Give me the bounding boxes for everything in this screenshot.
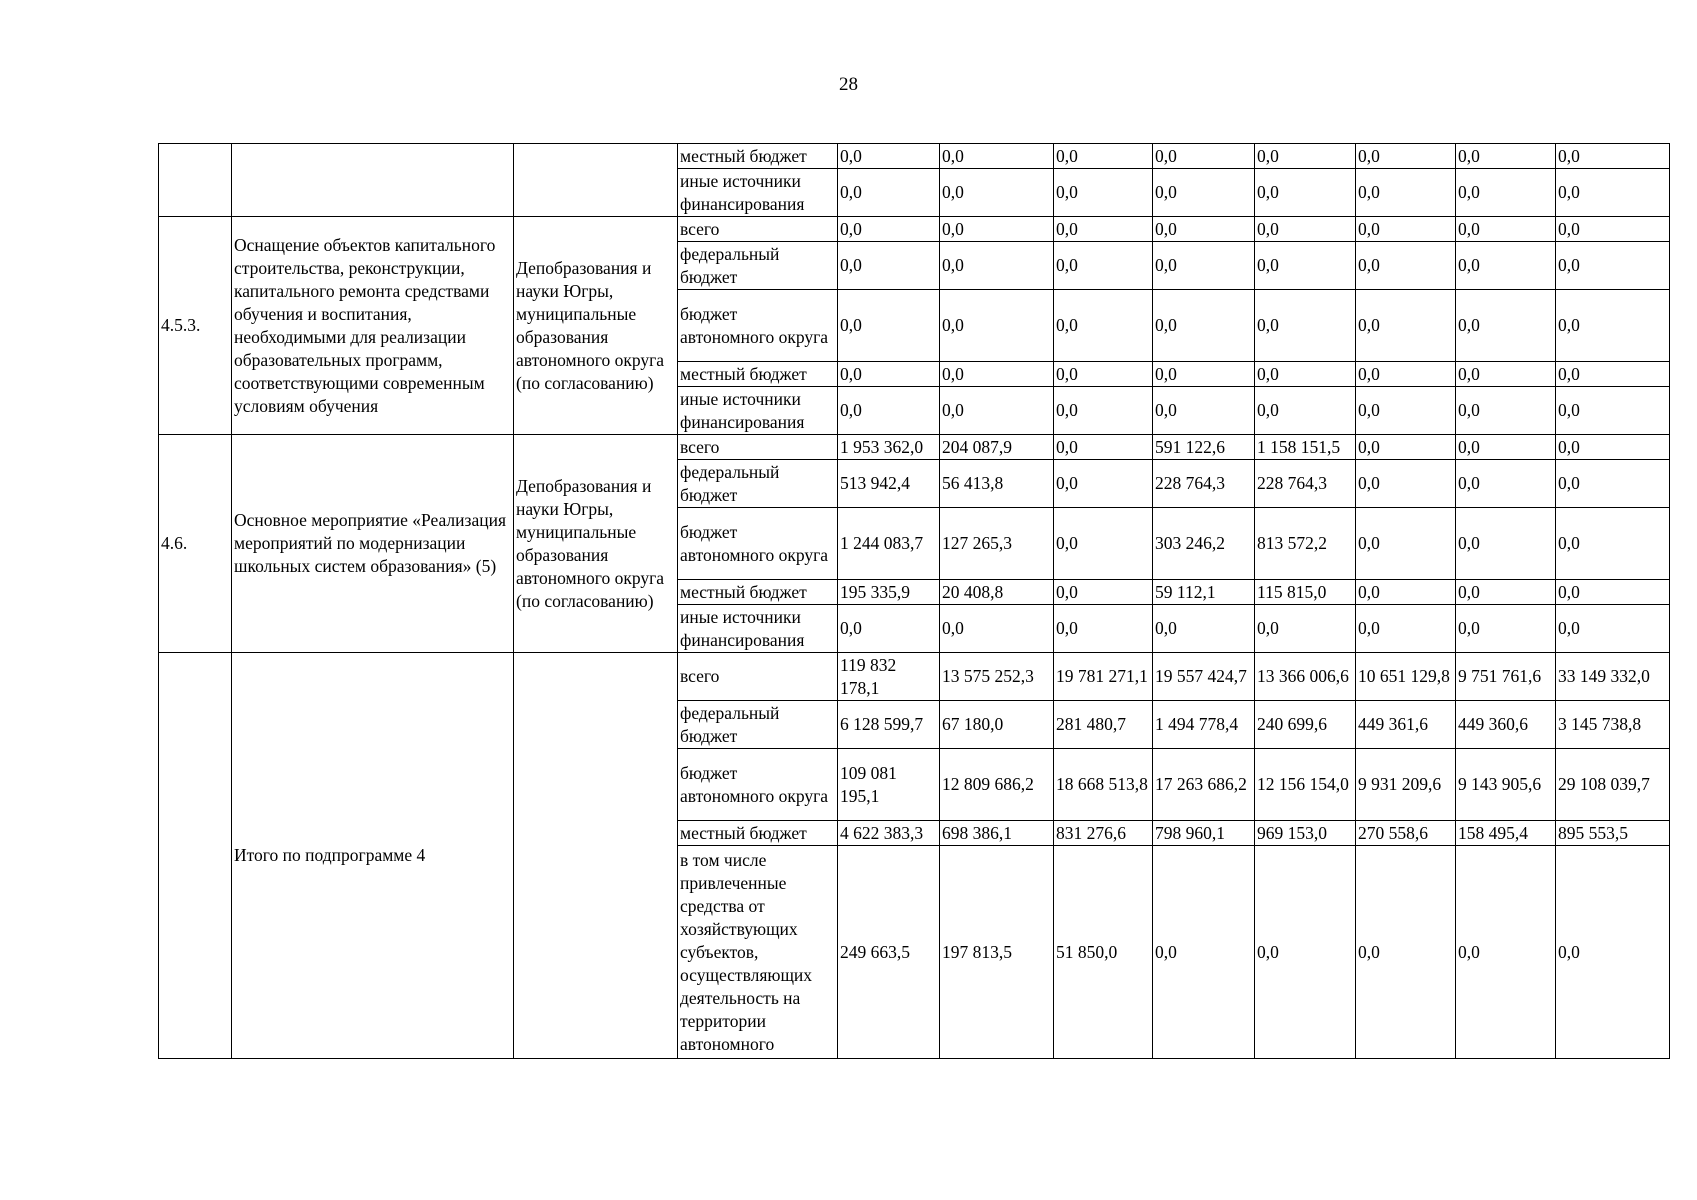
value-cell: 0,0 [1054, 460, 1153, 508]
value-cell: 67 180,0 [940, 701, 1054, 749]
value-cell: 0,0 [1456, 387, 1556, 435]
value-cell: 831 276,6 [1054, 821, 1153, 846]
value-cell: 0,0 [1153, 290, 1255, 362]
value-cell: 19 781 271,1 [1054, 653, 1153, 701]
value-cell: 119 832 178,1 [838, 653, 940, 701]
value-cell: 20 408,8 [940, 580, 1054, 605]
value-cell: 0,0 [1356, 605, 1456, 653]
value-cell: 0,0 [1456, 362, 1556, 387]
value-cell: 0,0 [838, 290, 940, 362]
measure-name [232, 144, 514, 217]
value-cell: 228 764,3 [1255, 460, 1356, 508]
value-cell: 0,0 [1356, 580, 1456, 605]
value-cell: 0,0 [1456, 460, 1556, 508]
table-row [159, 435, 1670, 460]
value-cell: 0,0 [1456, 290, 1556, 362]
value-cell: 0,0 [1054, 605, 1153, 653]
value-cell: 13 575 252,3 [940, 653, 1054, 701]
value-cell: 0,0 [1356, 242, 1456, 290]
value-cell: 449 360,6 [1456, 701, 1556, 749]
responsible [514, 653, 678, 1059]
value-cell: 0,0 [1054, 242, 1153, 290]
value-cell: 0,0 [1255, 846, 1356, 1059]
subtotal-label: Итого по подпрограмме 4 [232, 653, 514, 1059]
value-cell: 0,0 [1153, 387, 1255, 435]
value-cell: 303 246,2 [1153, 508, 1255, 580]
value-cell: 59 112,1 [1153, 580, 1255, 605]
measure-name: Оснащение объектов капитального строительства, реконструкции, капитального ремонта средствами обучения и воспитания, необходимыми для реализации образовательных программ, соответствующими современным условиям обучения [232, 217, 514, 435]
value-cell: 0,0 [940, 605, 1054, 653]
value-cell: 18 668 513,8 [1054, 749, 1153, 821]
value-cell: 0,0 [1356, 508, 1456, 580]
responsible [514, 144, 678, 217]
value-cell: 109 081 195,1 [838, 749, 940, 821]
value-cell: 115 815,0 [1255, 580, 1356, 605]
value-cell: 228 764,3 [1153, 460, 1255, 508]
value-cell: 9 751 761,6 [1456, 653, 1556, 701]
value-cell: 0,0 [1054, 508, 1153, 580]
value-cell: 12 809 686,2 [940, 749, 1054, 821]
value-cell: 0,0 [940, 217, 1054, 242]
value-cell: 0,0 [1456, 508, 1556, 580]
value-cell: 0,0 [1255, 217, 1356, 242]
value-cell: 0,0 [1456, 580, 1556, 605]
value-cell: 0,0 [1456, 605, 1556, 653]
value-cell: 29 108 039,7 [1556, 749, 1670, 821]
value-cell: 0,0 [838, 362, 940, 387]
funding-source: федеральный бюджет [678, 242, 838, 290]
value-cell: 1 494 778,4 [1153, 701, 1255, 749]
table-row [159, 144, 1670, 169]
value-cell: 0,0 [1556, 387, 1670, 435]
value-cell: 513 942,4 [838, 460, 940, 508]
funding-source: бюджет автономного округа [678, 508, 838, 580]
value-cell: 0,0 [1356, 169, 1456, 217]
value-cell: 1 244 083,7 [838, 508, 940, 580]
value-cell: 19 557 424,7 [1153, 653, 1255, 701]
value-cell: 17 263 686,2 [1153, 749, 1255, 821]
value-cell: 0,0 [1054, 387, 1153, 435]
value-cell: 0,0 [1153, 217, 1255, 242]
value-cell: 3 145 738,8 [1556, 701, 1670, 749]
responsible: Депобразования и науки Югры, муниципальные образования автономного округа (по согласованию) [514, 435, 678, 653]
value-cell: 0,0 [1255, 290, 1356, 362]
value-cell: 9 143 905,6 [1456, 749, 1556, 821]
row-number [159, 653, 232, 1059]
value-cell: 0,0 [1255, 387, 1356, 435]
value-cell: 9 931 209,6 [1356, 749, 1456, 821]
value-cell: 0,0 [1456, 144, 1556, 169]
measure-name: Основное мероприятие «Реализация мероприятий по модернизации школьных систем образования» (5) [232, 435, 514, 653]
responsible: Депобразования и науки Югры, муниципальные образования автономного округа (по согласованию) [514, 217, 678, 435]
value-cell: 0,0 [1356, 387, 1456, 435]
value-cell: 127 265,3 [940, 508, 1054, 580]
value-cell: 0,0 [1556, 435, 1670, 460]
value-cell: 0,0 [940, 362, 1054, 387]
value-cell: 0,0 [1153, 242, 1255, 290]
value-cell: 0,0 [1356, 362, 1456, 387]
value-cell: 0,0 [940, 242, 1054, 290]
value-cell: 281 480,7 [1054, 701, 1153, 749]
value-cell: 0,0 [838, 605, 940, 653]
row-number: 4.5.3. [159, 217, 232, 435]
value-cell: 895 553,5 [1556, 821, 1670, 846]
value-cell: 0,0 [1255, 605, 1356, 653]
value-cell: 0,0 [1054, 290, 1153, 362]
value-cell: 0,0 [838, 217, 940, 242]
value-cell: 0,0 [1153, 169, 1255, 217]
value-cell: 0,0 [1153, 605, 1255, 653]
value-cell: 0,0 [1556, 460, 1670, 508]
value-cell: 197 813,5 [940, 846, 1054, 1059]
value-cell: 0,0 [838, 144, 940, 169]
value-cell: 0,0 [1054, 169, 1153, 217]
value-cell: 0,0 [1356, 846, 1456, 1059]
value-cell: 158 495,4 [1456, 821, 1556, 846]
value-cell: 0,0 [1054, 144, 1153, 169]
value-cell: 0,0 [1556, 144, 1670, 169]
value-cell: 0,0 [1054, 217, 1153, 242]
value-cell: 0,0 [1556, 508, 1670, 580]
funding-source: местный бюджет [678, 821, 838, 846]
value-cell: 0,0 [1456, 846, 1556, 1059]
page-number: 28 [839, 74, 858, 95]
value-cell: 0,0 [1356, 217, 1456, 242]
value-cell: 0,0 [940, 144, 1054, 169]
value-cell: 13 366 006,6 [1255, 653, 1356, 701]
value-cell: 0,0 [1556, 290, 1670, 362]
value-cell: 0,0 [940, 290, 1054, 362]
value-cell: 270 558,6 [1356, 821, 1456, 846]
funding-source: бюджет автономного округа [678, 290, 838, 362]
value-cell: 0,0 [1255, 362, 1356, 387]
value-cell: 1 953 362,0 [838, 435, 940, 460]
value-cell: 0,0 [1153, 846, 1255, 1059]
value-cell: 0,0 [1255, 169, 1356, 217]
funding-source: федеральный бюджет [678, 701, 838, 749]
value-cell: 0,0 [940, 387, 1054, 435]
table-row [159, 653, 1670, 701]
row-number: 4.6. [159, 435, 232, 653]
value-cell: 0,0 [1456, 242, 1556, 290]
value-cell: 0,0 [1556, 169, 1670, 217]
value-cell: 249 663,5 [838, 846, 940, 1059]
value-cell: 0,0 [1255, 144, 1356, 169]
funding-source: всего [678, 435, 838, 460]
funding-source: местный бюджет [678, 144, 838, 169]
value-cell: 0,0 [1556, 580, 1670, 605]
funding-source: местный бюджет [678, 362, 838, 387]
value-cell: 0,0 [1556, 217, 1670, 242]
value-cell: 0,0 [1153, 144, 1255, 169]
value-cell: 12 156 154,0 [1255, 749, 1356, 821]
value-cell: 1 158 151,5 [1255, 435, 1356, 460]
funding-source: иные источники финансирования [678, 169, 838, 217]
value-cell: 56 413,8 [940, 460, 1054, 508]
value-cell: 0,0 [1556, 846, 1670, 1059]
value-cell: 0,0 [1054, 435, 1153, 460]
value-cell: 51 850,0 [1054, 846, 1153, 1059]
value-cell: 0,0 [1054, 580, 1153, 605]
value-cell: 813 572,2 [1255, 508, 1356, 580]
funding-source: в том числе привлеченные средства от хозяйствующих субъектов, осуществляющих деятельность на территории автономного [678, 846, 838, 1059]
value-cell: 204 087,9 [940, 435, 1054, 460]
value-cell: 0,0 [1356, 144, 1456, 169]
funding-source: всего [678, 217, 838, 242]
value-cell: 10 651 129,8 [1356, 653, 1456, 701]
value-cell: 0,0 [838, 242, 940, 290]
table-row [159, 217, 1670, 242]
funding-source: иные источники финансирования [678, 387, 838, 435]
funding-source: федеральный бюджет [678, 460, 838, 508]
value-cell: 0,0 [1356, 435, 1456, 460]
value-cell: 0,0 [1556, 242, 1670, 290]
value-cell: 0,0 [940, 169, 1054, 217]
value-cell: 0,0 [1556, 362, 1670, 387]
value-cell: 0,0 [1356, 460, 1456, 508]
value-cell: 0,0 [838, 387, 940, 435]
value-cell: 0,0 [1356, 290, 1456, 362]
funding-source: местный бюджет [678, 580, 838, 605]
value-cell: 449 361,6 [1356, 701, 1456, 749]
value-cell: 6 128 599,7 [838, 701, 940, 749]
value-cell: 4 622 383,3 [838, 821, 940, 846]
value-cell: 0,0 [1556, 605, 1670, 653]
value-cell: 969 153,0 [1255, 821, 1356, 846]
value-cell: 0,0 [1054, 362, 1153, 387]
value-cell: 240 699,6 [1255, 701, 1356, 749]
value-cell: 0,0 [1456, 435, 1556, 460]
value-cell: 33 149 332,0 [1556, 653, 1670, 701]
row-number [159, 144, 232, 217]
value-cell: 0,0 [1456, 169, 1556, 217]
value-cell: 0,0 [1456, 217, 1556, 242]
funding-source: бюджет автономного округа [678, 749, 838, 821]
funding-source: иные источники финансирования [678, 605, 838, 653]
value-cell: 195 335,9 [838, 580, 940, 605]
value-cell: 798 960,1 [1153, 821, 1255, 846]
value-cell: 698 386,1 [940, 821, 1054, 846]
value-cell: 0,0 [838, 169, 940, 217]
funding-source: всего [678, 653, 838, 701]
value-cell: 0,0 [1255, 242, 1356, 290]
value-cell: 591 122,6 [1153, 435, 1255, 460]
value-cell: 0,0 [1153, 362, 1255, 387]
budget-table [158, 143, 1670, 1059]
